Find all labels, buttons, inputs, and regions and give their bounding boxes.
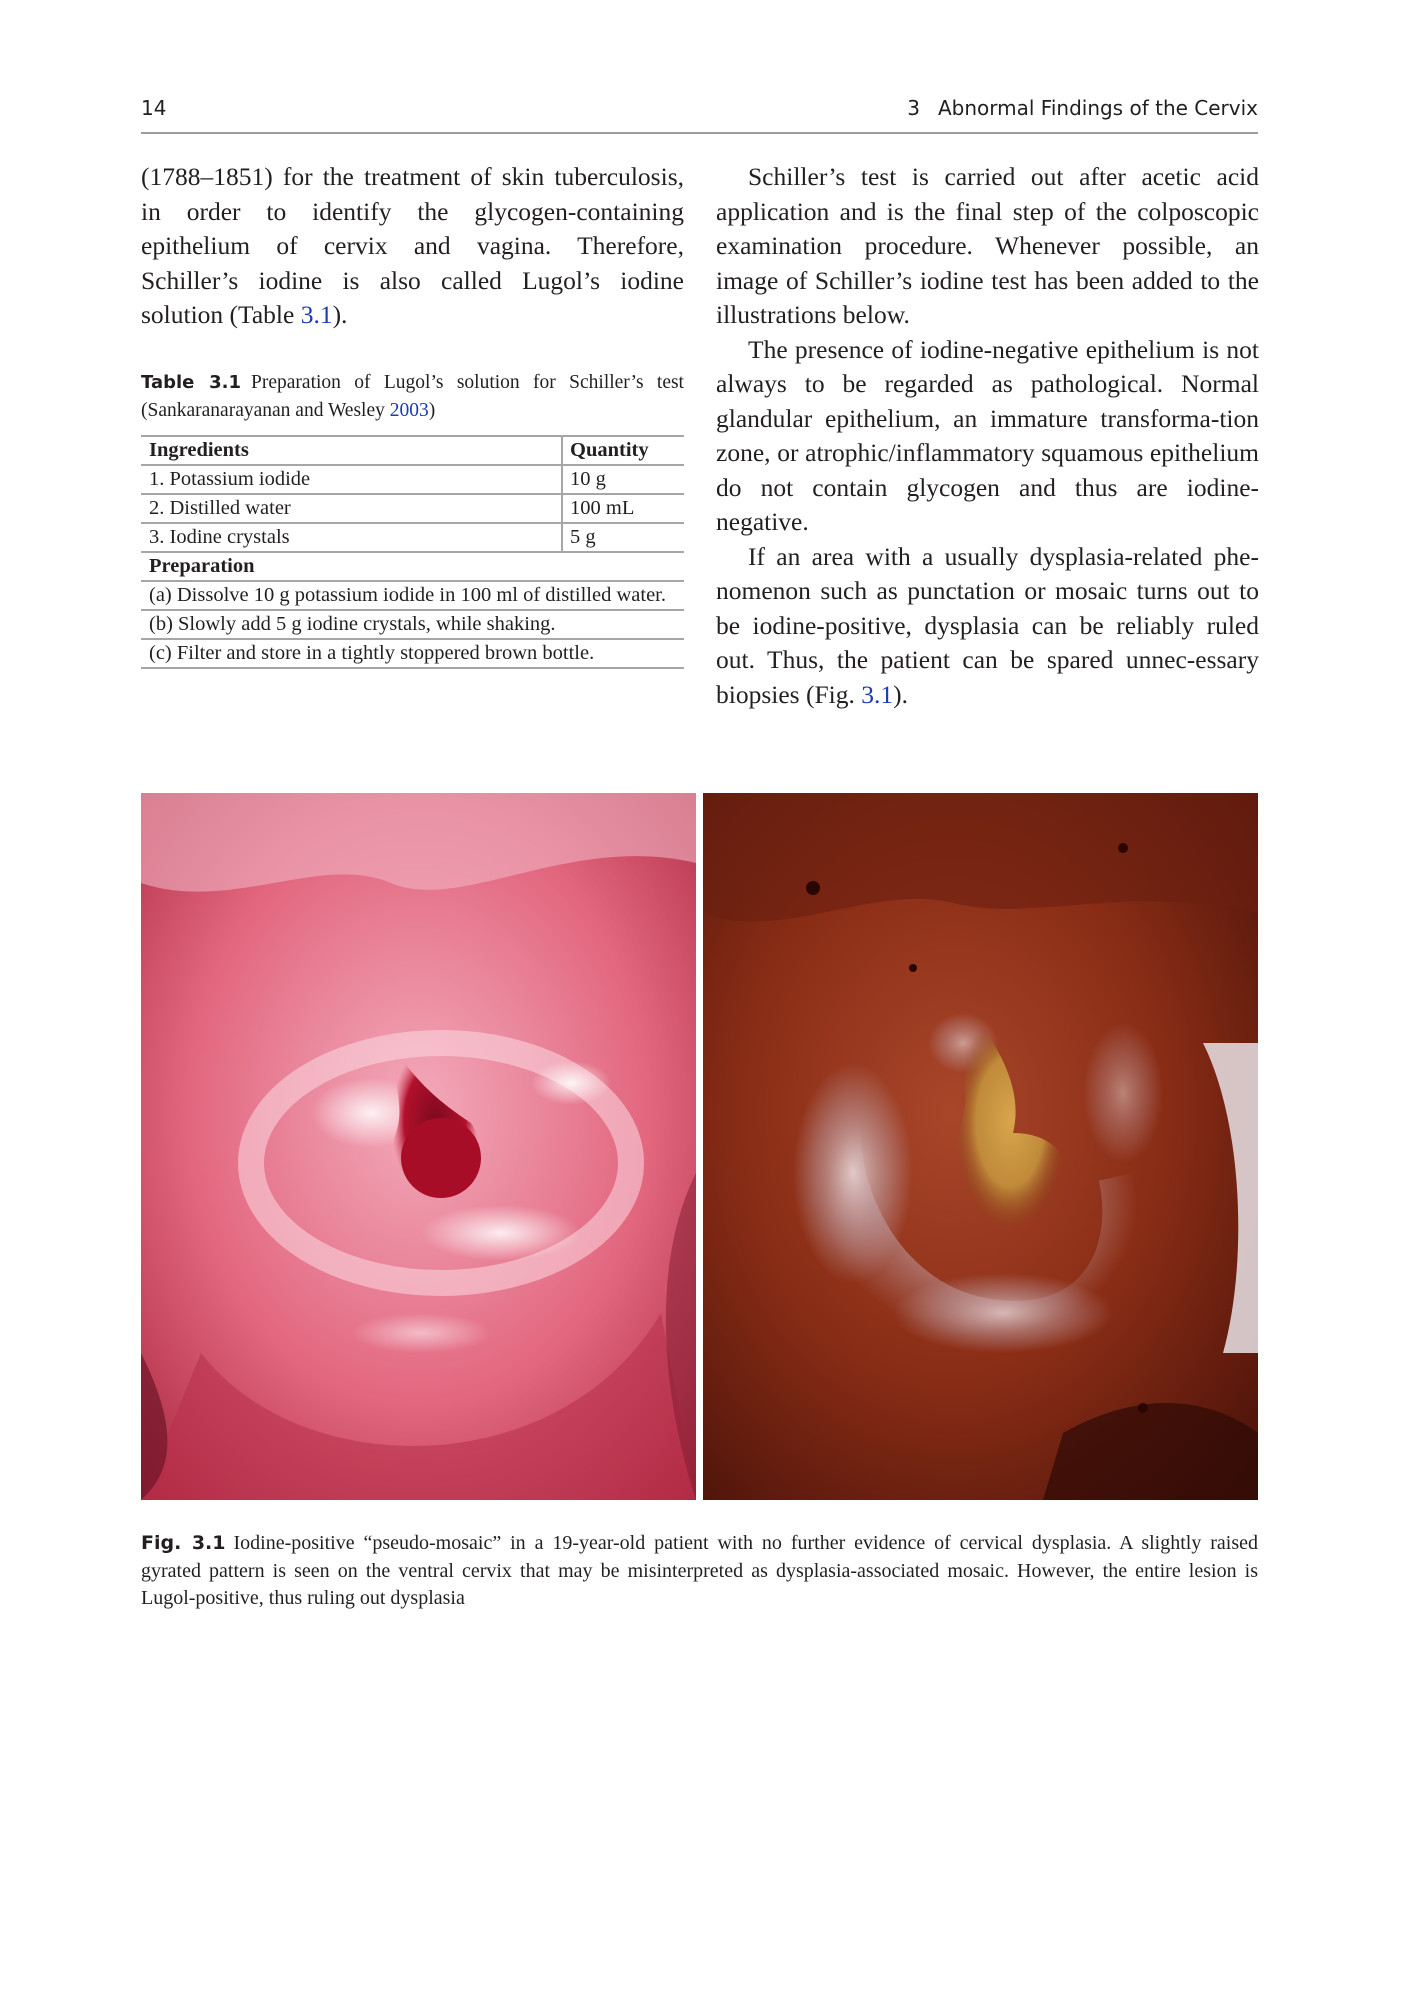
citation-link[interactable]: 2003 [389,400,429,421]
table-row [141,524,684,553]
table-caption [141,369,684,425]
table-caption-text: Preparation of Lugol’s solution for Schiller’s test (Sankaranarayanan and Wesley [141,372,684,421]
header-rule [141,132,1258,134]
preparation-step: (c) Filter and store in a tightly stoppered brown bottle. [149,642,595,664]
iodine-test-photo [703,793,1258,1500]
table-row [141,466,684,495]
figure-label: Fig. 3.1 [141,1532,226,1554]
cervix-pink-image [141,793,696,1500]
chapter-heading [907,96,1258,120]
paragraph-text: (1788–1851) for the treatment of skin tuberculosis, in order to identify the glycogen-containing epithelium of cervix and vagina. Therefore, Schiller’s iodine is also called Lugol’s iodine solution (Table [141,162,684,329]
cervix-iodine-image [703,793,1258,1500]
figure-caption [141,1530,1258,1613]
paragraph-end: ). [893,679,908,709]
right-paragraph [716,333,1259,540]
left-column [141,160,684,333]
table-header-row [141,435,684,466]
preparation-step-row [141,582,684,611]
right-paragraph [716,160,1259,333]
lugol-preparation-table [141,435,684,669]
paragraph-text: The presence of iodine-negative epithelium is not always to be regarded as pathological. Normal glandular epithelium, an immature transforma-tion zone, or atrophic/inflammatory squamous epithelium do not contain glycogen and thus are iodine-negative. [716,334,1259,536]
quantity-cell: 10 g [570,468,606,490]
quantity-cell: 5 g [570,526,596,548]
chapter-title: Abnormal Findings of the Cervix [937,96,1258,120]
acetic-acid-photo [141,793,696,1500]
table-label: Table 3.1 [141,372,242,393]
table-caption-end: ) [428,400,436,421]
header-ingredients: Ingredients [141,437,563,464]
ingredient-cell: 2. Distilled water [141,495,563,522]
running-header [141,96,1258,122]
figure-3-1 [141,793,1258,1500]
figure-caption-text: Iodine-positive “pseudo-mosaic” in a 19-year-old patient with no further evidence of cervical dysplasia. A slightly raised gyrated pattern is seen on the ventral cervix that may be misinterpreted as dysplasia-associated mosaic. However, the entire lesion is Lugol-positive, thus ruling out dysplasia [141,1532,1259,1609]
page-number: 14 [141,96,167,120]
right-paragraph [716,540,1259,713]
preparation-header: Preparation [149,555,255,577]
ingredient-cell: 3. Iodine crystals [141,524,563,551]
preparation-header-row [141,553,684,582]
paragraph-text: Schiller’s test is carried out after acetic acid application and is the final step of the colposcopic examination procedure. Whenever possible, an image of Schiller’s iodine test has been added to the illustrations below. [716,162,1259,329]
paragraph-text: If an area with a usually dysplasia-related phe-nomenon such as punctation or mosaic turns out to be iodine-positive, dysplasia can be reliably ruled out. Thus, the patient can be spared unnec-essary biopsies (Fig. [716,541,1259,709]
ingredient-cell: 1. Potassium iodide [141,466,563,493]
table-reference-link[interactable]: 3.1 [300,300,333,329]
preparation-step-row [141,611,684,640]
preparation-step-row [141,640,684,669]
preparation-step: (a) Dissolve 10 g potassium iodide in 100 ml of distilled water. [149,584,666,606]
preparation-step: (b) Slowly add 5 g iodine crystals, while shaking. [149,613,556,635]
figure-reference-link[interactable]: 3.1 [861,679,894,709]
right-column [716,160,1259,712]
quantity-cell: 100 mL [570,497,635,519]
paragraph-end: ). [332,300,348,329]
chapter-number: 3 [907,96,920,120]
table-row [141,495,684,524]
header-quantity: Quantity [570,439,649,461]
left-paragraph [141,160,684,333]
